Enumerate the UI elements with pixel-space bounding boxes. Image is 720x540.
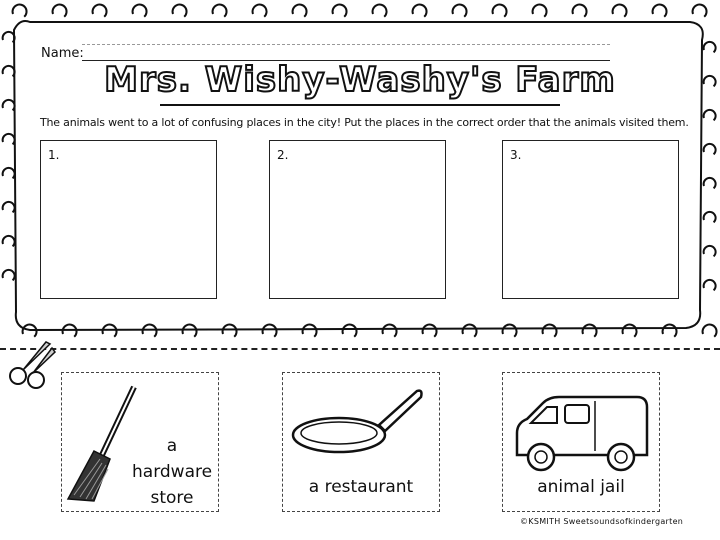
van-icon <box>509 393 653 477</box>
cut-line <box>0 348 720 350</box>
answer-box-2[interactable] <box>269 140 446 299</box>
worksheet-title: Mrs. Wishy-Washy's Farm <box>104 60 616 100</box>
instructions-text: The animals went to a lot of confusing places in the city! Put the places in the correct order that the animals visited them. <box>40 116 689 129</box>
card-label: animal jail <box>537 477 625 497</box>
card-label: a restaurant <box>308 477 414 497</box>
frying-pan-icon <box>289 383 429 463</box>
box-number: 3. <box>510 148 522 162</box>
answer-box-1[interactable] <box>40 140 217 299</box>
scissors-icon <box>6 336 58 392</box>
copyright-credit: ©KSMITH Sweetsoundsofkindergarten <box>520 517 684 526</box>
cut-card-restaurant[interactable] <box>282 372 440 512</box>
cut-card-hardware-store[interactable] <box>61 372 219 512</box>
cut-card-animal-jail[interactable] <box>502 372 660 512</box>
name-label: Name: <box>41 46 84 61</box>
box-number: 2. <box>277 148 289 162</box>
top-guide-line <box>82 44 610 45</box>
title-underline <box>160 104 560 106</box>
answer-box-3[interactable] <box>502 140 679 299</box>
card-label: a hardware store <box>132 436 213 508</box>
box-number: 1. <box>48 148 60 162</box>
